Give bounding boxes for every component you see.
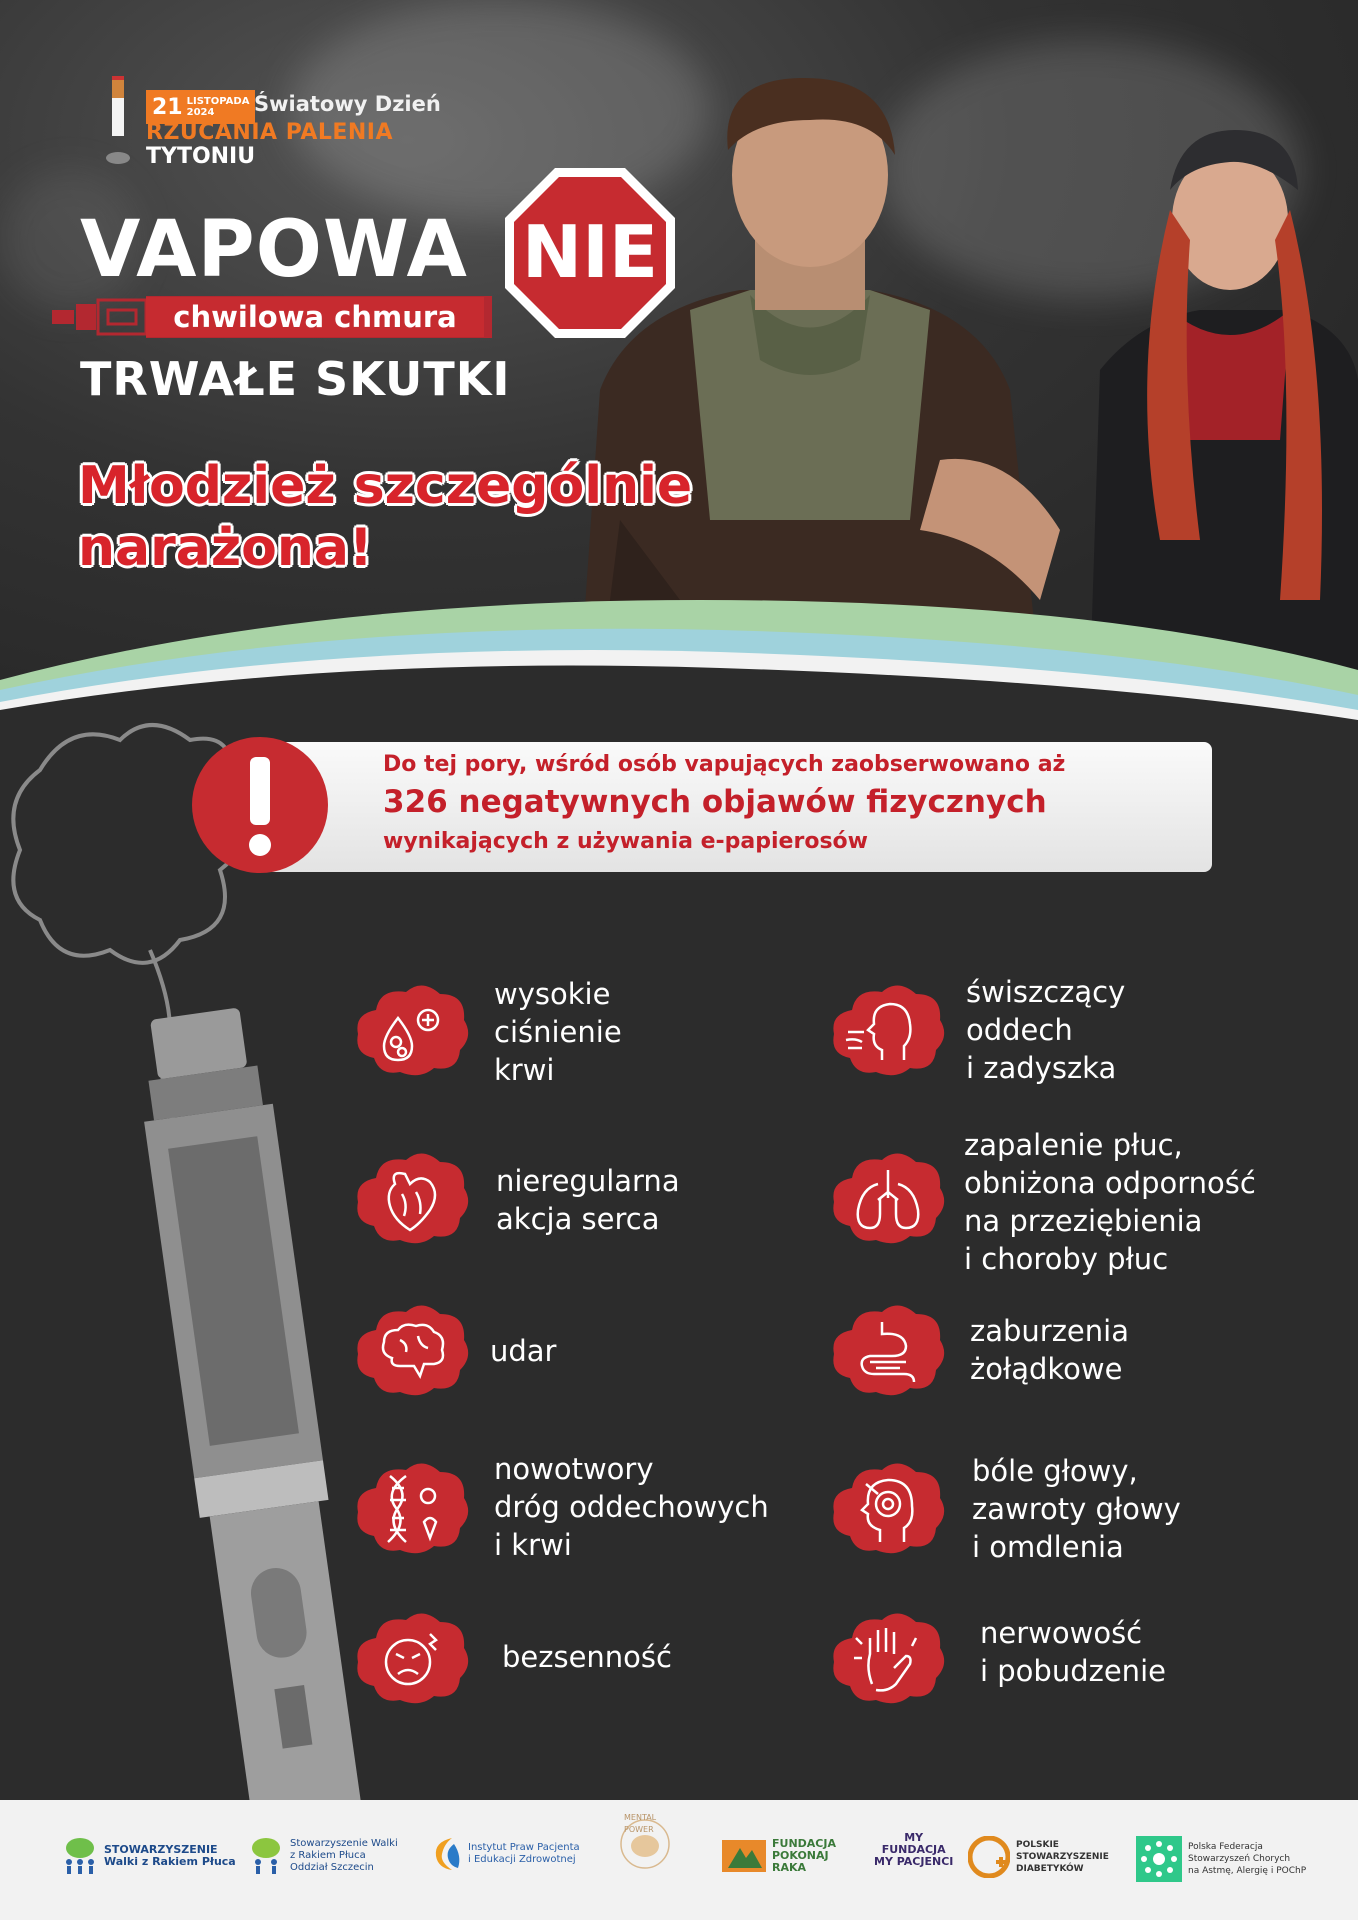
symptom-stroke: [490, 1332, 556, 1370]
symptom-wheezing: [966, 973, 1125, 1087]
symptom-line: żołądkowe: [970, 1352, 1123, 1386]
subtitle-chwilowa-chmura: chwilowa chmura: [146, 297, 484, 337]
symptom-line: i pobudzenie: [980, 1654, 1166, 1688]
instytut-logo-icon: [432, 1836, 462, 1872]
logo-stowarzyszenie-szczecin: [248, 1836, 398, 1876]
symptom-headaches: [972, 1452, 1181, 1566]
shaking-hand-icon: [826, 1608, 950, 1708]
logo-text: Polska Federacja Stowarzyszeń Chorych na Astmę, Alergię i POChP: [1188, 1842, 1307, 1876]
federacja-logo-icon: [1136, 1836, 1182, 1882]
date-day: 21: [152, 94, 183, 120]
symptom-line: krwi: [494, 1053, 555, 1087]
date-year: 2024: [186, 107, 215, 118]
lungs-icon: [826, 1148, 950, 1248]
logo-fundacja-my-pacjenci: [874, 1832, 953, 1868]
symptom-line: obniżona odporność: [964, 1166, 1256, 1200]
logo-polskie-stowarzyszenie-diabetykow: [968, 1836, 1109, 1878]
symptom-stomach-disorders: [970, 1312, 1129, 1388]
symptom-pneumonia: [964, 1126, 1256, 1278]
notice-line2: 326 negatywnych objawów fizycznych: [383, 784, 1047, 820]
logo-stowarzyszenie-walki-z-rakiem-pluca: [62, 1836, 236, 1876]
event-badge: [84, 76, 444, 169]
logo-fundacja-pokonaj-raka: [722, 1836, 836, 1876]
symptom-line: zapalenie płuc,: [964, 1128, 1183, 1162]
symptom-line: i zadyszka: [966, 1051, 1117, 1085]
stomach-icon: [826, 1300, 950, 1400]
symptom-insomnia: [502, 1638, 672, 1676]
wave-divider: [0, 560, 1358, 720]
symptom-line: udar: [490, 1334, 557, 1368]
headline-line1: Młodzież szczególnie: [78, 456, 693, 516]
logo-text: POLSKIE STOWARZYSZENIE DIABETYKÓW: [1016, 1840, 1109, 1874]
symptom-blood-pressure: [494, 975, 622, 1089]
diabetes-logo-icon: [968, 1836, 1010, 1878]
logo-text: STOWARZYSZENIE Walki z Rakiem Płuca: [104, 1843, 236, 1868]
headline-line2: narażona!: [78, 518, 373, 578]
symptom-line: wysokie: [494, 977, 611, 1011]
blood-drop-icon: [350, 980, 474, 1080]
logo-text: FUNDACJA POKONAJ RAKA: [772, 1837, 836, 1874]
symptom-line: nerwowość: [980, 1616, 1143, 1650]
logo-text: MY FUNDACJA MY PACJENCI: [874, 1831, 954, 1868]
notice-line3: wynikających z używania e-papierosów: [383, 829, 868, 854]
symptom-line: i choroby płuc: [964, 1242, 1169, 1276]
subtitle-trwale-skutki: TRWAŁE SKUTKI: [80, 352, 511, 406]
event-title-line3: TYTONIU: [146, 144, 256, 169]
symptom-line: zawroty głowy: [972, 1492, 1181, 1526]
logo-text: MENTAL POWER: [624, 1813, 657, 1834]
logo-instytut-praw-pacjenta: [432, 1836, 580, 1872]
symptom-line: i krwi: [494, 1528, 572, 1562]
symptom-line: na przeziębienia: [964, 1204, 1203, 1238]
symptom-line: i omdlenia: [972, 1530, 1124, 1564]
date-month: LISTOPADA: [186, 96, 250, 107]
symptom-line: oddech: [966, 1013, 1073, 1047]
symptom-line: ciśnienie: [494, 1015, 622, 1049]
symptom-line: świszczący: [966, 975, 1126, 1009]
logo-text: Stowarzyszenie Walki z Rakiem Płuca Oddział Szczecin: [290, 1838, 398, 1873]
symptom-line: nowotwory: [494, 1452, 654, 1486]
symptom-line: nieregularna: [496, 1164, 680, 1198]
event-title-line2: RZUCANIA PALENIA: [146, 120, 394, 145]
symptom-cancer: [494, 1450, 769, 1564]
symptom-line: bóle głowy,: [972, 1454, 1138, 1488]
symptom-irregular-heartbeat: [496, 1162, 680, 1238]
brain-icon: [350, 1300, 474, 1400]
notice-line1: Do tej pory, wśród osób vapujących zaobserwowano aż: [383, 752, 1066, 777]
lungs-people-logo-icon: [62, 1836, 98, 1876]
lungs-people-logo-icon: [248, 1836, 284, 1876]
breathing-head-icon: [826, 980, 950, 1080]
headache-icon: [826, 1458, 950, 1558]
cigarette-icon: [106, 76, 130, 166]
heart-icon: [350, 1148, 474, 1248]
logo-polska-federacja-astma: [1136, 1836, 1306, 1882]
logo-text: Instytut Praw Pacjenta i Edukacji Zdrowotnej: [468, 1842, 580, 1865]
symptom-line: zaburzenia: [970, 1314, 1129, 1348]
symptom-line: akcja serca: [496, 1202, 660, 1236]
event-date: [146, 90, 255, 124]
symptom-nervousness: [980, 1614, 1166, 1690]
dna-icon: [350, 1458, 474, 1558]
exclamation-icon: [190, 735, 330, 875]
title-vapowa: VAPOWA: [80, 205, 468, 295]
title-nie: NIE: [521, 210, 659, 294]
angry-face-icon: [350, 1608, 474, 1708]
logo-mental-power: [618, 1814, 672, 1872]
event-title-line1: Światowy Dzień: [254, 92, 441, 116]
pokonaj-raka-logo-icon: [722, 1836, 766, 1876]
symptom-line: dróg oddechowych: [494, 1490, 769, 1524]
symptom-line: bezsenność: [502, 1640, 672, 1674]
